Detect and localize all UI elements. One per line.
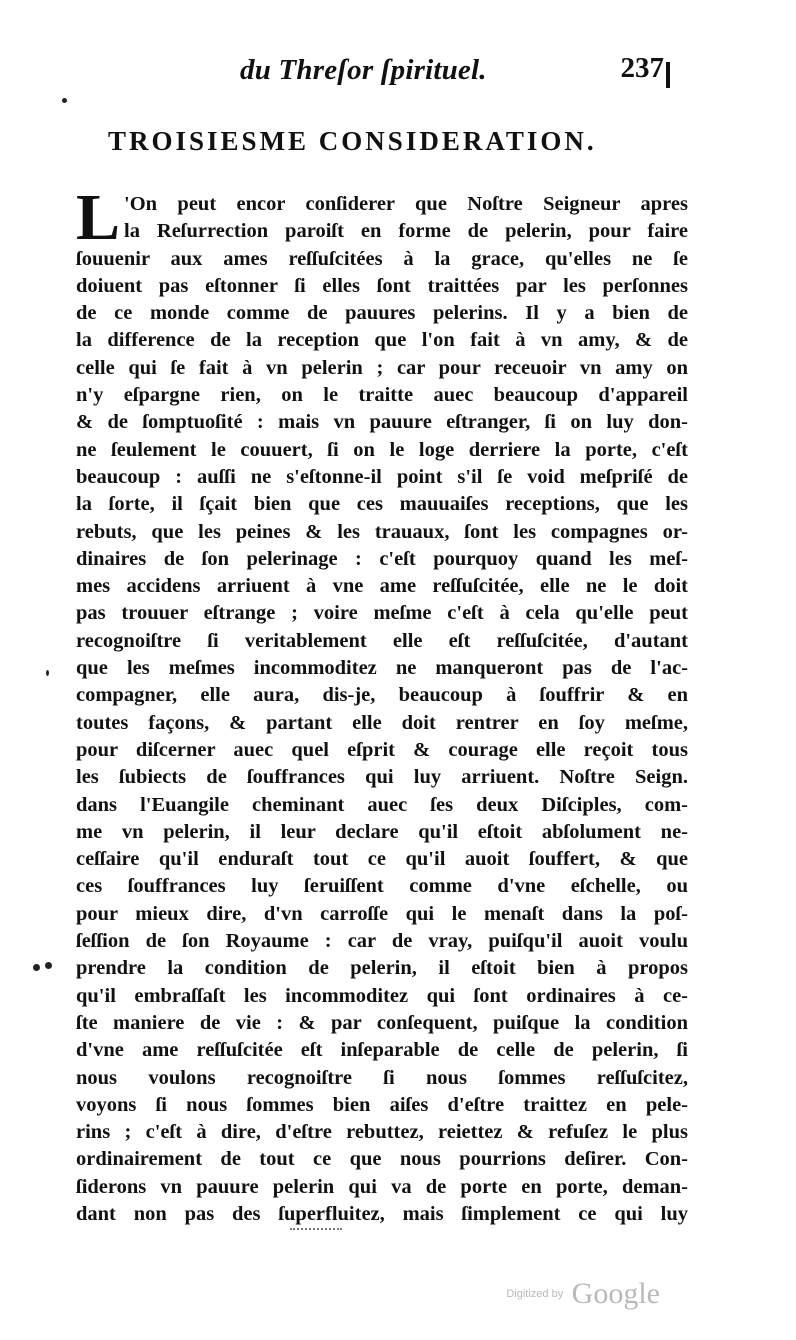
running-head [240, 50, 670, 94]
page-number: 237 [620, 52, 664, 84]
text-line: celle qui ſe fait à vn pelerin ; car pour receuoir vn amy on [76, 356, 688, 379]
text-line: toutes façons, & partant elle doit rentrer en ſoy meſme, [76, 711, 688, 734]
stray-dot [46, 670, 49, 676]
text-line: voyons ſi nous ſommes bien aiſes d'eſtre traittez en pele- [76, 1093, 688, 1116]
watermark-caption: Digitized by [506, 1288, 564, 1300]
text-line: me vn pelerin, il leur declare qu'il eſtoit abſolument ne- [76, 820, 688, 843]
text-line: beaucoup : auſſi ne s'eſtonne-il point s'il ſe void meſpriſé de [76, 465, 688, 488]
stray-dot [33, 964, 40, 971]
text-line: ces ſouffrances luy ſeruiſſent comme d'vne eſchelle, ou [76, 875, 688, 898]
text-line: ſeſſion de ſon Royaume : car de vray, puiſqu'il auoit voulu [76, 930, 688, 953]
text-line: pour diſcerner auec quel eſprit & courage elle reçoit tous [76, 738, 688, 761]
text-line: & de ſomptuoſité : mais vn pauure eſtranger, ſi on luy don- [76, 411, 688, 434]
text-line: pour mieux dire, d'vn carroſſe qui le menaſt dans la poſ- [76, 902, 688, 925]
text-line: ceſſaire qu'il enduraſt tout ce qu'il auoit ſouffert, & que [76, 848, 688, 871]
drop-cap: L [76, 181, 121, 254]
text-line: dans l'Euangile cheminant auec ſes deux Diſciples, com- [76, 793, 688, 816]
text-line: dant non pas des ſuperfluitez, mais ſimplement ce qui luy [76, 1202, 688, 1225]
text-line: la Reſurrection paroiſt en forme de pelerin, pour faire [124, 220, 688, 243]
text-line: ſouuenir aux ames reſſuſcitées à la grace, qu'elles ne ſe [76, 247, 688, 270]
text-line: ſiderons vn pauure pelerin qui va de porte en porte, deman- [76, 1175, 688, 1198]
text-line: dinaires de ſon pelerinage : c'eſt pourquoy quand les meſ- [76, 547, 688, 570]
stray-dot [45, 962, 52, 969]
text-line: rins ; c'eſt à dire, d'eſtre rebuttez, reiettez & refuſez le plus [76, 1121, 688, 1144]
text-line: ſte maniere de vie : & par conſequent, puiſque la condition [76, 1011, 688, 1034]
text-line: la ſorte, il ſçait bien que ces mauuaiſes receptions, que les [76, 493, 688, 516]
folio-mark [666, 62, 670, 88]
google-logo: Google [571, 1277, 660, 1310]
text-line: que les meſmes incommoditez ne manqueront pas de l'ac- [76, 657, 688, 680]
section-heading: TROISIESME CONSIDERATION. [108, 126, 597, 156]
text-line: n'y eſpargne rien, on le traitte auec beaucoup d'appareil [76, 384, 688, 407]
stray-dot [62, 98, 67, 103]
text-line: ordinairement de tout ce que nous pourrions deſirer. Con- [76, 1148, 688, 1171]
text-line: pas trouuer eſtrange ; voire meſme c'eſt à cela qu'elle peut [76, 602, 688, 625]
digitization-watermark [506, 1277, 660, 1317]
text-line: doiuent pas eſtonner ſi elles ſont traittées par les perſonnes [76, 274, 688, 297]
text-line: mes accidens arriuent à vne ame reſſuſcitée, elle ne le doit [76, 575, 688, 598]
text-line: prendre la condition de pelerin, il eſtoit bien à propos [76, 957, 688, 980]
running-title: du Threſor ſpirituel. [240, 54, 487, 86]
text-line: rebuts, que les peines & les trauaux, ſont les compagnes or- [76, 520, 688, 543]
text-line: ne ſeulement le couuert, ſi on le loge derriere la porte, c'eſt [76, 438, 688, 461]
body-text [76, 181, 688, 1228]
text-line: d'vne ame reſſuſcitée eſt inſeparable de celle de pelerin, ſi [76, 1039, 688, 1062]
text-line: de ce monde comme de pauures pelerins. Il y a bien de [76, 302, 688, 325]
text-line: 'On peut encor conſiderer que Noſtre Seigneur apres [124, 193, 688, 215]
text-line: compagner, elle aura, dis-je, beaucoup à ſouffrir & en [76, 684, 688, 707]
text-line: nous voulons recognoiſtre ſi nous ſommes reſſuſcitez, [76, 1066, 688, 1089]
text-line: la difference de la reception que l'on fait à vn amy, & de [76, 329, 688, 352]
text-line: qu'il embraſſaſt les incommoditez qui ſont ordinaires à ce- [76, 984, 688, 1007]
text-line: recognoiſtre ſi veritablement elle eſt reſſuſcitée, d'autant [76, 629, 688, 652]
text-line: les ſubiects de ſouffrances qui luy arriuent. Noſtre Seign. [76, 766, 688, 789]
bottom-rule [290, 1228, 342, 1230]
